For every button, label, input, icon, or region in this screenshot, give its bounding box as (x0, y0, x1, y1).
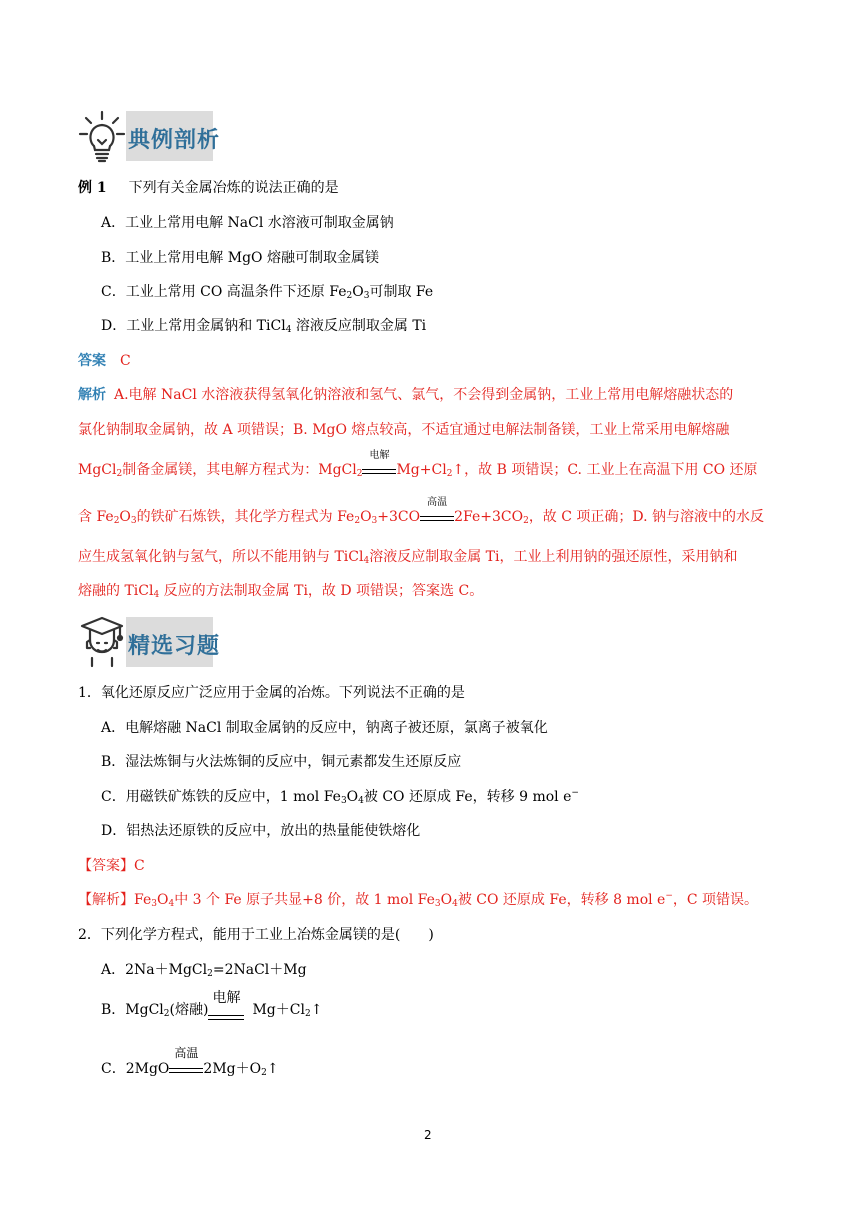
analysis-line-4: 含 $Fe_2O_3$的铁矿石炼铁，其化学方程式为 $Fe_2O_3+3CO$ 高温 $2Fe+3CO_2$，故 C 项正确；D. 钠与溶液中的水反 (78, 497, 765, 526)
lightbulb-icon (78, 110, 126, 164)
q1-analysis: 【解析】$Fe_3O_4$中 3 个 Fe 原子共显+8 价，故 1 mol $Fe_3O_4$被 CO 还原成 Fe，转移 8 mol e−，C 项错误。 (78, 891, 759, 909)
question-text: 下列有关金属冶炼的说法正确的是 (128, 180, 339, 196)
q1-answer: 【答案】C (78, 858, 145, 874)
analysis-line-3: MgCl$_2$制备金属镁，其电解方程式为：MgCl$_2$ 电解 $Mg+Cl_2↑$，故 B 项错误；C. 工业上在高温下用 CO 还原 (78, 450, 758, 479)
example-question (78, 178, 339, 198)
section-title-2: 精选习题 (128, 634, 221, 659)
q1-option-d: D．铝热法还原铁的反应中，放出的热量能使铁熔化 (101, 823, 421, 839)
option-d: D．工业上常用金属钠和 TiCl$_4$ 溶液反应制取金属 Ti (101, 318, 427, 335)
option-c: C．工业上常用 CO 高温条件下还原 $Fe_2O_3$可制取 Fe (101, 284, 434, 301)
q1-stem: 1．氧化还原反应广泛应用于金属的冶炼。下列说法不正确的是 (78, 685, 465, 701)
q1-option-a: A．电解熔融 NaCl 制取金属钠的反应中，钠离子被还原，氯离子被氧化 (101, 720, 548, 736)
answer-label: 答案 (78, 353, 106, 369)
example-label: 例 1 (78, 180, 107, 196)
analysis-line-5: 应生成氢氧化钠与氢气，所以不能用钠与 TiCl$_4$溶液反应制取金属 Ti，工业上利用钠的强还原性，采用钠和 (78, 549, 738, 566)
section-title: 典例剖析 (128, 128, 221, 153)
answer-line (78, 351, 131, 371)
analysis-label: 解析 (78, 387, 106, 403)
graduate-icon (78, 614, 126, 668)
analysis-line-2: 氯化钠制取金属钠，故 A 项错误；B. MgO 熔点较高，不适宜通过电解法制备镁，工业上常采用电解熔融 (78, 422, 730, 438)
analysis-line-6: 熔融的 TiCl$_4$ 反应的方法制取金属 Ti，故 D 项错误；答案选 C。 (78, 583, 484, 600)
q2-option-a: A．2Na＋MgCl$_2$=2NaCl＋Mg (101, 962, 307, 979)
q1-option-c: C．用磁铁矿炼铁的反应中，1 mol $Fe_3O_4$被 CO 还原成 Fe，转移 9 mol e− (101, 788, 579, 806)
answer-value: C (120, 353, 131, 369)
option-a: A．工业上常用电解 NaCl 水溶液可制取金属钠 (101, 215, 394, 231)
q2-stem: 2．下列化学方程式，能用于工业上冶炼金属镁的是( ) (78, 927, 434, 943)
q2-option-c: C．2MgO 高温 $2Mg+O_2↑$ (101, 1046, 279, 1078)
option-b: B．工业上常用电解 MgO 熔融可制取金属镁 (101, 250, 379, 266)
q2-option-b: B．MgCl$_2$(熔融) 电解 $Mg+Cl_2↑$ (101, 990, 323, 1019)
q1-option-b: B．湿法炼铜与火法炼铜的反应中，铜元素都发生还原反应 (101, 754, 462, 770)
analysis-line-1: 解析 A.电解 NaCl 水溶液获得氢氧化钠溶液和氢气、氯气，不会得到金属钠，工业上常用电解熔融状态的 (78, 387, 734, 403)
page-number: 2 (424, 1128, 432, 1142)
